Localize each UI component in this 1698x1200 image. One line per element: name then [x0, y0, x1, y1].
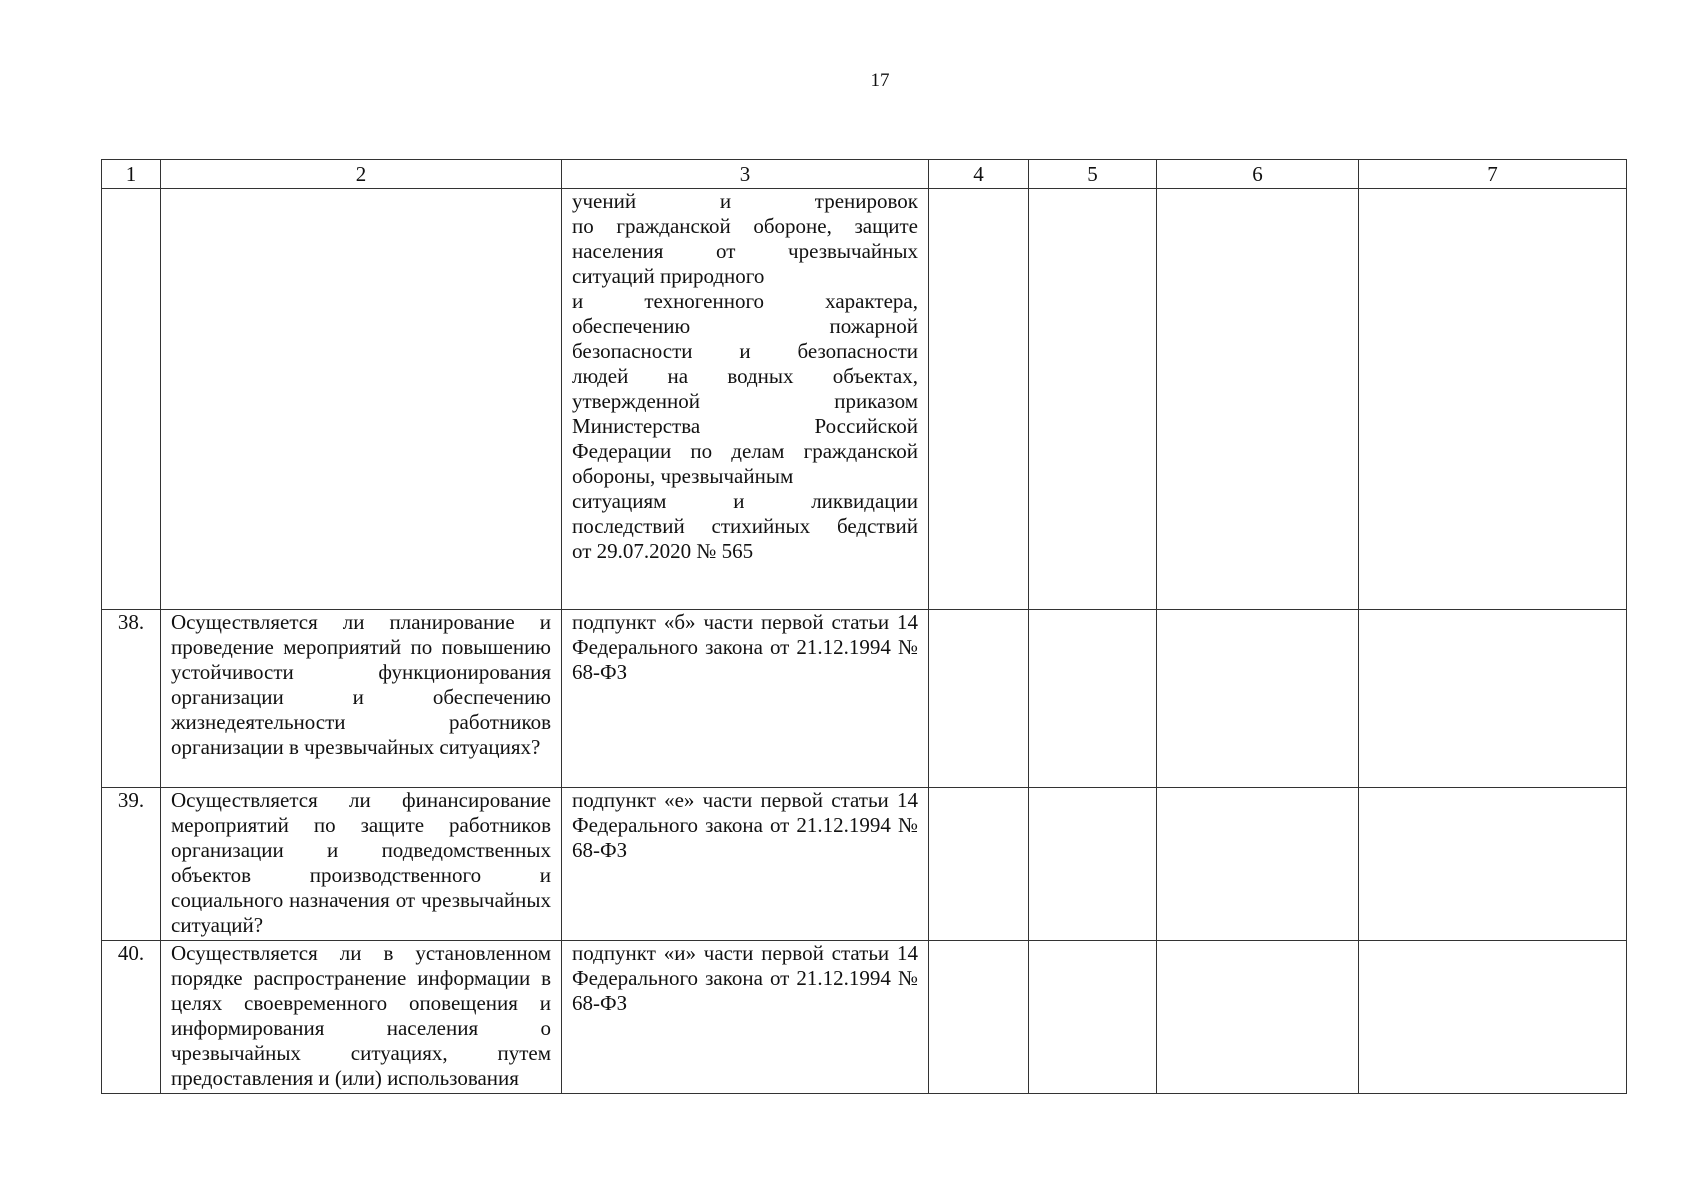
table-row: [102, 610, 1627, 788]
requirement-text: подпункт «б» части первой статьи 14 Федерального закона от 21.12.1994 № 68-ФЗ: [562, 610, 929, 788]
column-header-3: 3: [562, 160, 929, 189]
requirement-line: безопасности и безопасности: [572, 339, 918, 363]
table-header-row: [102, 160, 1627, 189]
empty-cell: [1157, 189, 1359, 610]
empty-cell: [1029, 788, 1157, 941]
requirement-line: от 29.07.2020 № 565: [572, 539, 754, 563]
empty-cell: [1157, 941, 1359, 1094]
empty-cell: [1157, 788, 1359, 941]
empty-cell: [929, 189, 1029, 610]
empty-cell: [1359, 788, 1627, 941]
row-number-cell: [102, 189, 161, 610]
requirement-line: Министерства Российской: [572, 414, 918, 438]
empty-cell: [929, 610, 1029, 788]
requirement-line: утвержденной приказом: [572, 389, 918, 413]
column-header-5: 5: [1029, 160, 1157, 189]
requirement-cell: [562, 189, 929, 610]
requirement-line: людей на водных объектах,: [572, 364, 918, 388]
question-text: Осуществляется ли финансирование мероприятий по защите работников организации и подведомственных объектов производственного и социального назначения от чрезвычайных ситуаций?: [161, 788, 562, 941]
requirement-continuation-text: [572, 189, 918, 564]
requirement-line: по гражданской обороне, защите: [572, 214, 918, 238]
page-number: 17: [870, 70, 890, 91]
requirement-line: Федерации по делам гражданской: [572, 439, 918, 463]
requirement-text: подпункт «и» части первой статьи 14 Федерального закона от 21.12.1994 № 68-ФЗ: [562, 941, 929, 1094]
checklist-table: [101, 159, 1627, 1094]
empty-cell: [1029, 189, 1157, 610]
requirement-line: ситуациям и ликвидации: [572, 489, 918, 513]
empty-cell: [1157, 610, 1359, 788]
requirement-line: ситуаций природного: [572, 264, 765, 288]
requirement-line: и техногенного характера,: [572, 289, 918, 313]
table-row: [102, 788, 1627, 941]
column-header-1: 1: [102, 160, 161, 189]
row-number: 39.: [102, 788, 161, 941]
empty-cell: [1359, 610, 1627, 788]
question-text: Осуществляется ли планирование и проведение мероприятий по повышению устойчивости функционирования организации и обеспечению жизнедеятельности работников организации в чрезвычайных ситуациях?: [161, 610, 562, 788]
empty-cell: [1359, 941, 1627, 1094]
requirement-line: учений и тренировок: [572, 189, 918, 213]
empty-cell: [1029, 610, 1157, 788]
requirement-line: последствий стихийных бедствий: [572, 514, 918, 538]
table-row-continuation: [102, 189, 1627, 610]
requirement-text: подпункт «е» части первой статьи 14 Федерального закона от 21.12.1994 № 68-ФЗ: [562, 788, 929, 941]
column-header-6: 6: [1157, 160, 1359, 189]
row-number: 40.: [102, 941, 161, 1094]
empty-cell: [929, 941, 1029, 1094]
column-header-2: 2: [161, 160, 562, 189]
empty-cell: [1029, 941, 1157, 1094]
column-header-7: 7: [1359, 160, 1627, 189]
empty-cell: [1359, 189, 1627, 610]
table-row: [102, 941, 1627, 1094]
column-header-4: 4: [929, 160, 1029, 189]
requirement-line: обеспечению пожарной: [572, 314, 918, 338]
requirement-line: населения от чрезвычайных: [572, 239, 918, 263]
question-cell: [161, 189, 562, 610]
empty-cell: [929, 788, 1029, 941]
requirement-line: обороны, чрезвычайным: [572, 464, 794, 488]
question-text: Осуществляется ли в установленном порядке распространение информации в целях своевременного оповещения и информирования населения о чрезвычайных ситуациях, путем предоставления и (или) использования: [161, 941, 562, 1094]
row-number: 38.: [102, 610, 161, 788]
